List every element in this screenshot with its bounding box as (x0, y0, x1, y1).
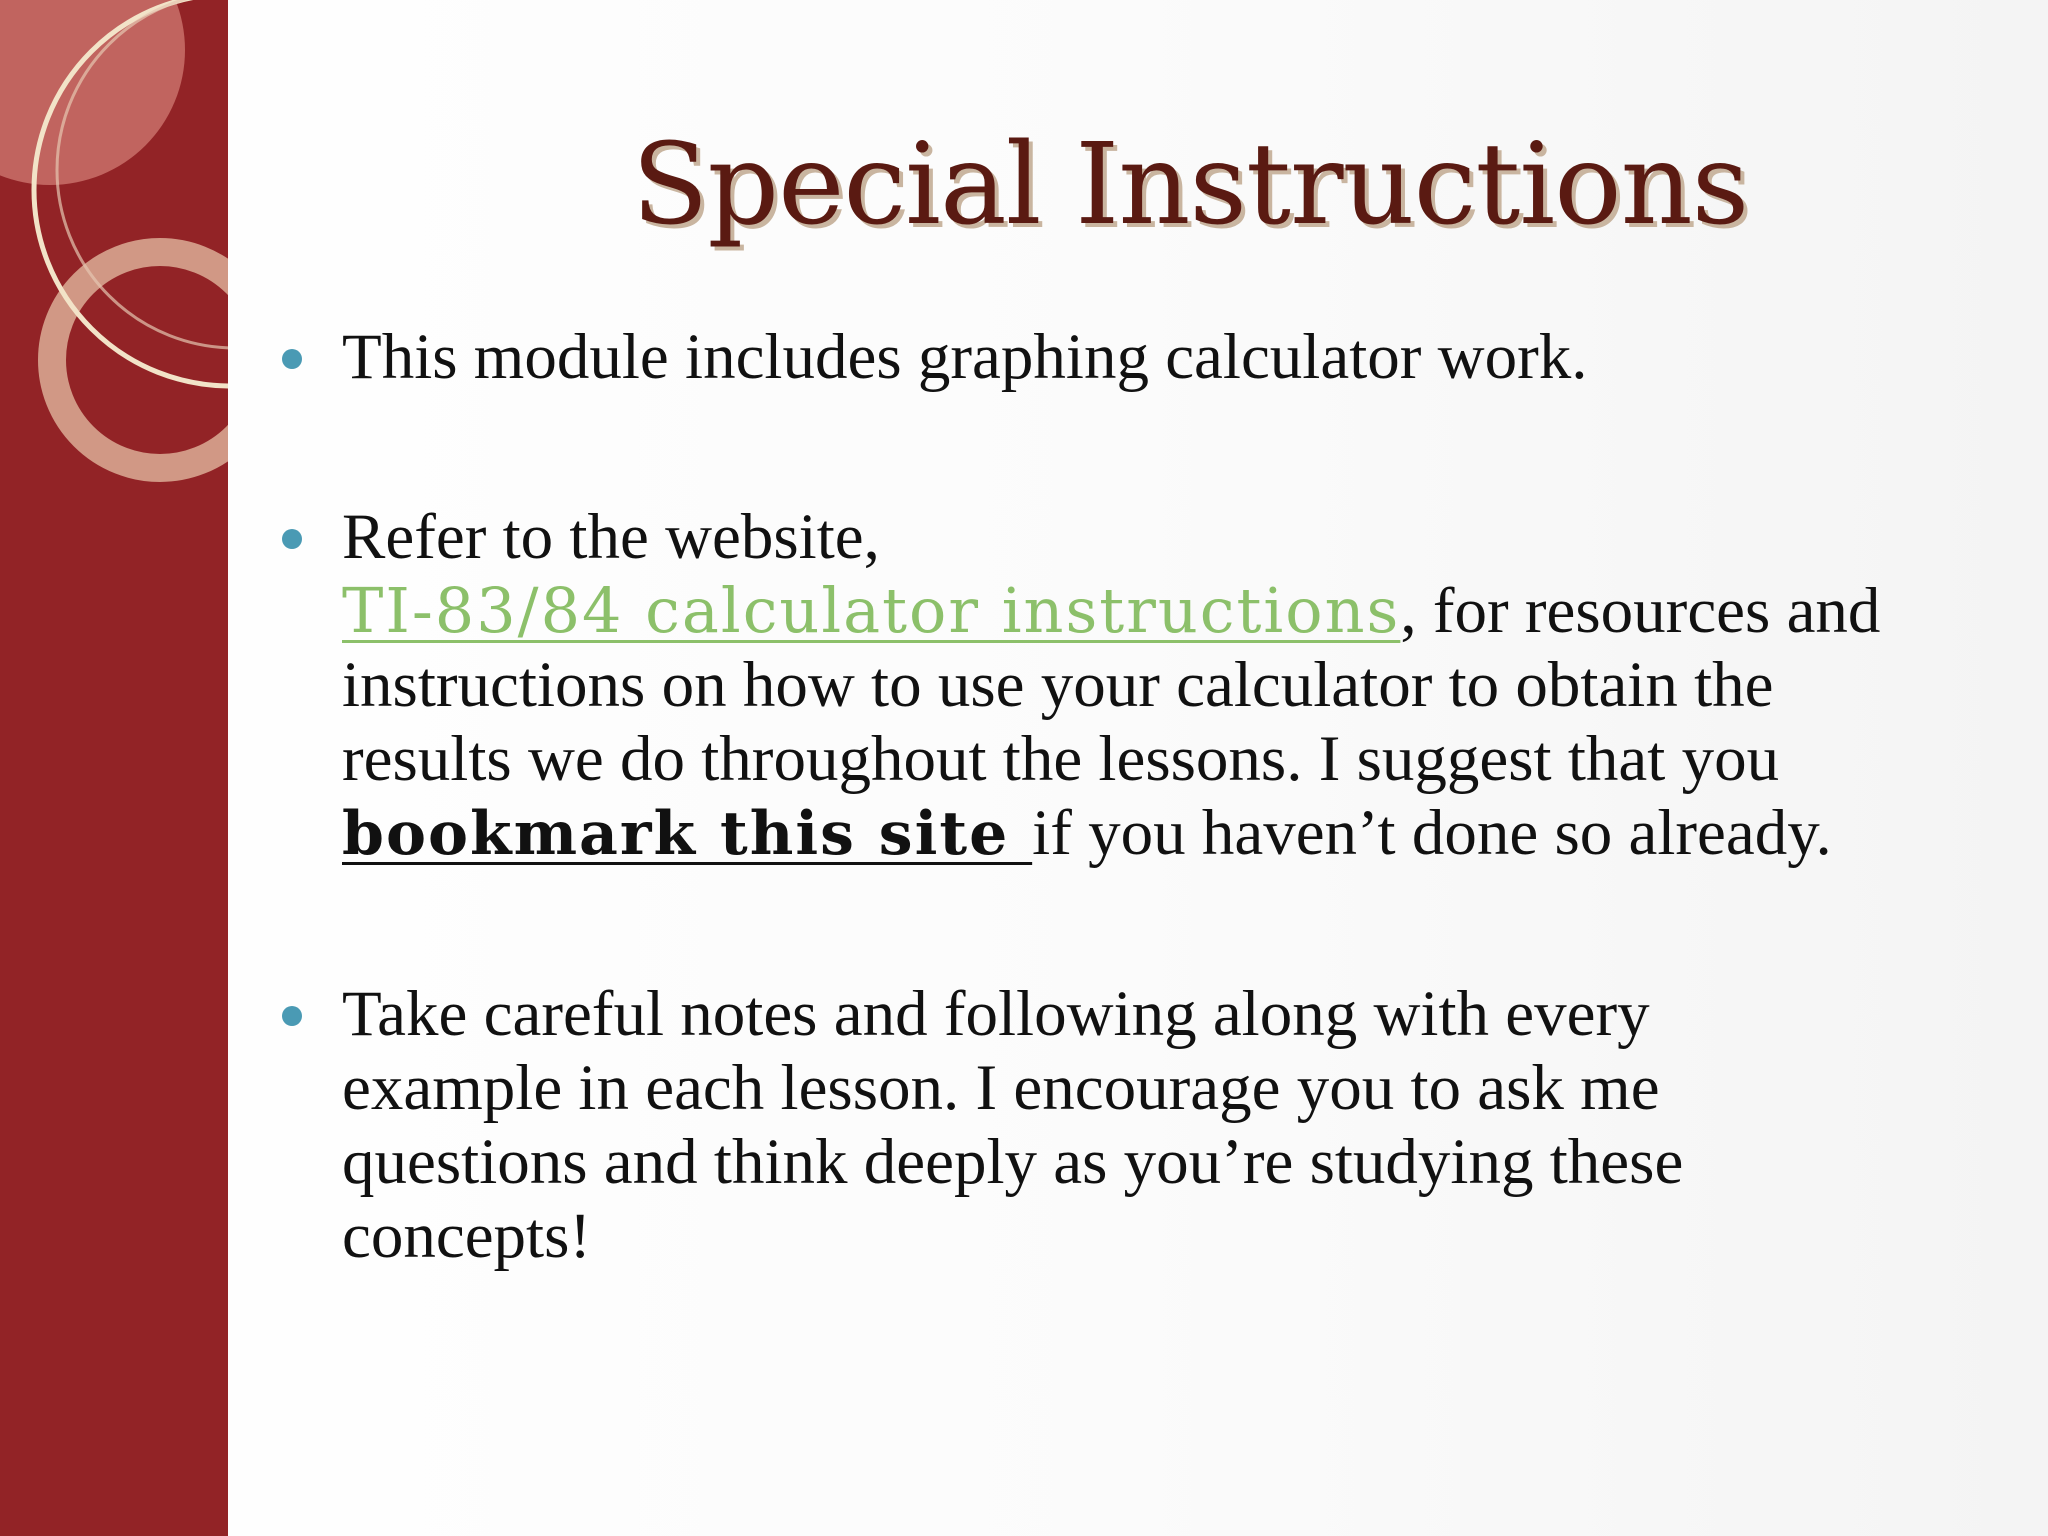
round-bullet-icon (282, 529, 302, 549)
round-bullet-icon (282, 349, 302, 369)
round-bullet-icon (282, 1006, 302, 1026)
circle-rings-decoration (0, 0, 228, 520)
bullet-item (282, 977, 1882, 1273)
bullet-text: This module includes graphing calculator work. (342, 321, 1588, 393)
sidebar-decoration (0, 0, 228, 1536)
bullet-text-middle: , for resources and instructions on how to use your calculator to obtain the results we do throughout the lessons. I suggest that you (342, 575, 1881, 795)
bullet-list (282, 320, 1882, 1273)
bullet-text-intro: Refer to the website, (342, 501, 880, 573)
bullet-text-end: if you haven’t done so already. (1032, 797, 1832, 869)
bullet-item (282, 320, 1882, 394)
bullet-text: Take careful notes and following along with every example in each lesson. I encourage you to ask me questions and think deeply as you’re studying these concepts! (342, 978, 1684, 1272)
bookmark-site-link[interactable]: bookmark this site (342, 799, 1033, 869)
bullet-item (282, 500, 1882, 871)
calculator-instructions-link[interactable]: TI-83/84 calculator instructions (342, 574, 1401, 647)
slide-title: Special Instructions (631, 120, 1749, 250)
